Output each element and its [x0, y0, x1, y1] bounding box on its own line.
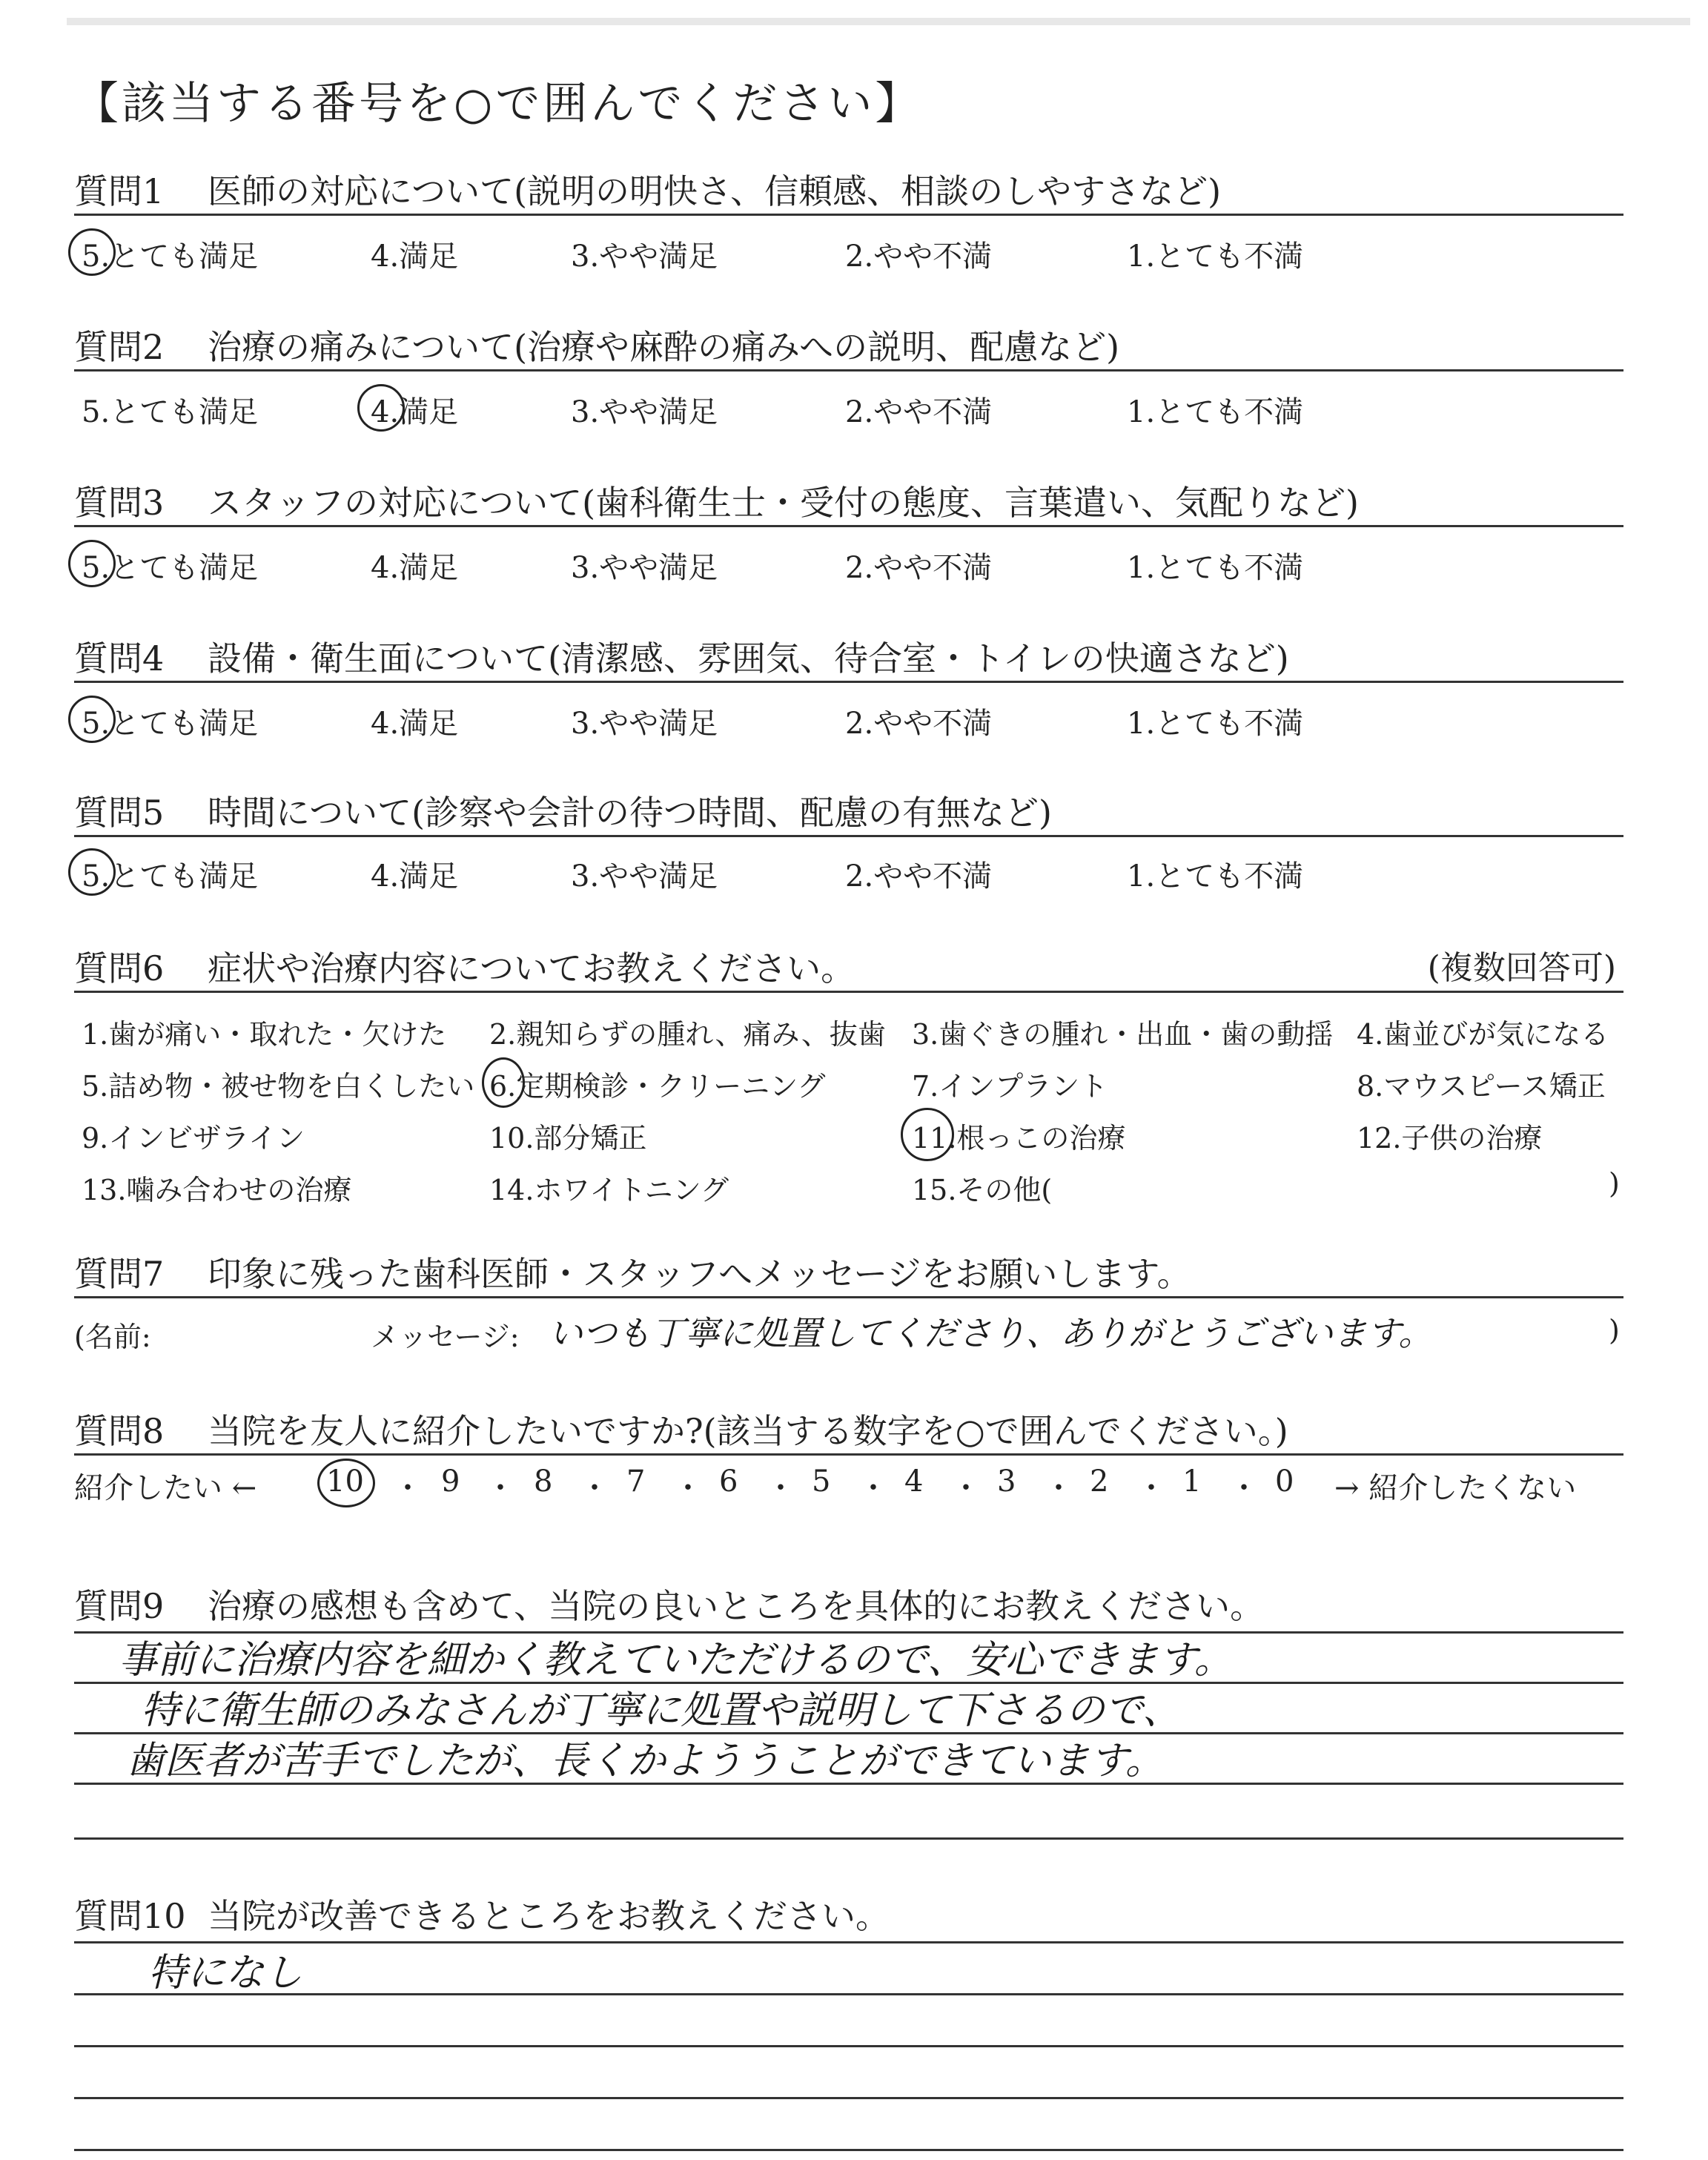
answer-line — [74, 2045, 1623, 2047]
symptom-option[interactable]: 5.詰め物・被せ物を白くしたい — [82, 1070, 475, 1103]
question-1 — [74, 169, 1623, 216]
question-7 — [74, 1252, 1623, 1298]
scale-dot: ・ — [766, 1471, 795, 1505]
scale-1[interactable]: 1 — [1182, 1464, 1202, 1499]
option-5[interactable]: 5.とても満足 — [82, 859, 259, 894]
symptom-option[interactable]: 13.噛み合わせの治療 — [82, 1174, 352, 1206]
selection-circle — [317, 1459, 375, 1507]
selection-circle — [68, 228, 116, 276]
q5-options — [74, 853, 1631, 897]
message-label: メッセージ: — [371, 1321, 520, 1353]
option-5[interactable]: 5.とても満足 — [82, 551, 259, 585]
scale-dot: ・ — [951, 1471, 981, 1505]
q3-options — [74, 544, 1631, 589]
scale-dot: ・ — [1136, 1471, 1166, 1505]
option-2[interactable]: 2.やや不満 — [845, 859, 993, 894]
answer-line — [74, 1993, 1623, 1995]
question-9 — [74, 1579, 1264, 1628]
scale-dot: ・ — [673, 1471, 703, 1505]
answer-line — [74, 2149, 1623, 2151]
symptom-option[interactable]: 10.部分矯正 — [489, 1122, 647, 1155]
option-3[interactable]: 3.やや満足 — [571, 395, 718, 429]
answer-line — [74, 1941, 1623, 1943]
question-6 — [74, 946, 1623, 993]
question-10 — [74, 1889, 890, 1938]
top-edge — [67, 18, 1690, 25]
symptom-option[interactable]: 11.根っこの治療 — [912, 1122, 1126, 1155]
option-3[interactable]: 3.やや満足 — [571, 551, 718, 585]
question-text: 症状や治療内容についてお教えください。 — [208, 948, 855, 988]
other-close-paren: ) — [1609, 1167, 1620, 1200]
option-1[interactable]: 1.とても不満 — [1127, 707, 1304, 741]
option-4[interactable]: 4.満足 — [371, 859, 459, 894]
option-1[interactable]: 1.とても不満 — [1127, 240, 1304, 274]
question-number: 質問4 — [74, 638, 165, 678]
option-5[interactable]: 5.とても満足 — [82, 707, 259, 741]
question-text: 当院が改善できるところをお教えください。 — [208, 1896, 890, 1936]
scale-9[interactable]: 9 — [441, 1464, 460, 1499]
option-3[interactable]: 3.やや満足 — [571, 707, 718, 741]
symptom-option[interactable]: 14.ホワイトニング — [489, 1174, 729, 1206]
scale-dot: ・ — [486, 1471, 515, 1505]
selection-circle — [482, 1057, 525, 1108]
option-4[interactable]: 4.満足 — [371, 551, 459, 585]
option-4[interactable]: 4.満足 — [371, 240, 459, 274]
question-number: 質問1 — [74, 171, 165, 211]
question-number: 質問10 — [74, 1896, 186, 1936]
symptom-option[interactable]: 1.歯が痛い・取れた・欠けた — [82, 1018, 447, 1051]
selection-circle — [68, 540, 116, 587]
message-answer[interactable]: いつも丁寧に処置してくださり、ありがとうございます。 — [549, 1313, 1433, 1353]
scale-0[interactable]: 0 — [1275, 1464, 1294, 1499]
option-2[interactable]: 2.やや不満 — [845, 551, 993, 585]
multiple-answers-note: (複数回答可) — [1427, 949, 1616, 987]
question-text: 当院を友人に紹介したいですか?(該当する数字を○で囲んでください。) — [208, 1411, 1288, 1451]
q1-options — [74, 233, 1631, 277]
scale-right-label: → 紹介したくない — [1334, 1471, 1577, 1505]
selection-circle — [901, 1108, 954, 1161]
question-number: 質問5 — [74, 793, 165, 833]
scale-dot: ・ — [1229, 1471, 1259, 1505]
option-4[interactable]: 4.満足 — [371, 395, 459, 429]
message-row — [74, 1307, 1631, 1358]
selection-circle — [357, 384, 405, 432]
selection-circle — [68, 848, 116, 896]
scale-6[interactable]: 6 — [719, 1464, 738, 1499]
q2-options — [74, 389, 1631, 433]
scale-dot: ・ — [393, 1471, 423, 1505]
q4-options — [74, 700, 1631, 744]
option-1[interactable]: 1.とても不満 — [1127, 551, 1304, 585]
scale-2[interactable]: 2 — [1090, 1464, 1109, 1499]
question-2 — [74, 325, 1623, 371]
scale-dot: ・ — [1044, 1471, 1073, 1505]
scale-4[interactable]: 4 — [904, 1464, 924, 1499]
close-paren: ) — [1609, 1314, 1620, 1347]
q6-options — [74, 1011, 1631, 1234]
question-number: 質問3 — [74, 483, 165, 523]
symptom-option[interactable]: 9.インビザライン — [82, 1122, 305, 1155]
symptom-option[interactable]: 3.歯ぐきの腫れ・出血・歯の動揺 — [912, 1018, 1334, 1051]
question-number: 質問9 — [74, 1586, 165, 1626]
scale-left-label: 紹介したい ← — [74, 1471, 257, 1505]
name-label: (名前: — [74, 1321, 151, 1353]
answer-text[interactable]: 特になし — [148, 1951, 303, 1995]
symptom-option[interactable]: 12.子供の治療 — [1357, 1122, 1543, 1155]
symptom-option[interactable]: 2.親知らずの腫れ、痛み、抜歯 — [489, 1018, 886, 1051]
question-8 — [74, 1409, 1623, 1456]
option-3[interactable]: 3.やや満足 — [571, 859, 718, 894]
question-text: 医師の対応について(説明の明快さ、信頼感、相談のしやすさなど) — [208, 171, 1222, 211]
symptom-option[interactable]: 4.歯並びが気になる — [1357, 1018, 1609, 1051]
recommend-scale — [74, 1464, 1631, 1509]
question-number: 質問2 — [74, 327, 165, 367]
symptom-option[interactable]: 7.インプラント — [912, 1070, 1108, 1103]
scale-5[interactable]: 5 — [812, 1464, 831, 1499]
question-text: 印象に残った歯科医師・スタッフへメッセージをお願いします。 — [208, 1254, 1191, 1294]
page-title: 【該当する番号を○で囲んでください】 — [74, 78, 923, 130]
symptom-option[interactable]: 6.定期検診・クリーニング — [489, 1070, 826, 1103]
option-2[interactable]: 2.やや不満 — [845, 240, 993, 274]
option-4[interactable]: 4.満足 — [371, 707, 459, 741]
option-5[interactable]: 5.とても満足 — [82, 240, 259, 274]
symptom-option[interactable]: 15.その他( — [912, 1174, 1053, 1206]
scale-dot: ・ — [580, 1471, 609, 1505]
question-text: 治療の感想も含めて、当院の良いところを具体的にお教えください。 — [208, 1586, 1265, 1626]
scale-dot: ・ — [858, 1471, 888, 1505]
option-1[interactable]: 1.とても不満 — [1127, 395, 1304, 429]
question-text: 設備・衛生面について(清潔感、雰囲気、待合室・トイレの快適さなど) — [208, 638, 1289, 678]
option-3[interactable]: 3.やや満足 — [571, 240, 718, 274]
scale-8[interactable]: 8 — [534, 1464, 553, 1499]
option-1[interactable]: 1.とても不満 — [1127, 859, 1304, 894]
question-text: 時間について(診察や会計の待つ時間、配慮の有無など) — [208, 793, 1052, 833]
option-5[interactable]: 5.とても満足 — [82, 395, 259, 429]
scale-7[interactable]: 7 — [626, 1464, 646, 1499]
option-2[interactable]: 2.やや不満 — [845, 395, 993, 429]
question-text: スタッフの対応について(歯科衛生士・受付の態度、言葉遣い、気配りなど) — [208, 483, 1359, 523]
question-number: 質問8 — [74, 1411, 165, 1451]
question-number: 質問6 — [74, 948, 165, 988]
question-5 — [74, 790, 1623, 837]
selection-circle — [68, 696, 116, 743]
answer-text[interactable]: 特に衛生師のみなさんが丁寧に処置や説明して下さるので、 — [141, 1688, 1181, 1733]
scale-10[interactable]: 10 — [326, 1464, 364, 1499]
question-3 — [74, 480, 1623, 527]
option-2[interactable]: 2.やや不満 — [845, 707, 993, 741]
answer-line — [74, 2097, 1623, 2099]
answer-line — [74, 1837, 1623, 1840]
scale-3[interactable]: 3 — [997, 1464, 1016, 1499]
answer-text[interactable]: 事前に治療内容を細かく教えていただけるので、安心できます。 — [119, 1638, 1233, 1682]
symptom-option[interactable]: 8.マウスピース矯正 — [1357, 1070, 1606, 1103]
question-number: 質問7 — [74, 1254, 165, 1294]
answer-text[interactable]: 歯医者が苦手でしたが、長くかよううことができています。 — [126, 1739, 1164, 1783]
question-text: 治療の痛みについて(治療や麻酔の痛みへの説明、配慮など) — [208, 327, 1120, 367]
question-4 — [74, 636, 1623, 683]
